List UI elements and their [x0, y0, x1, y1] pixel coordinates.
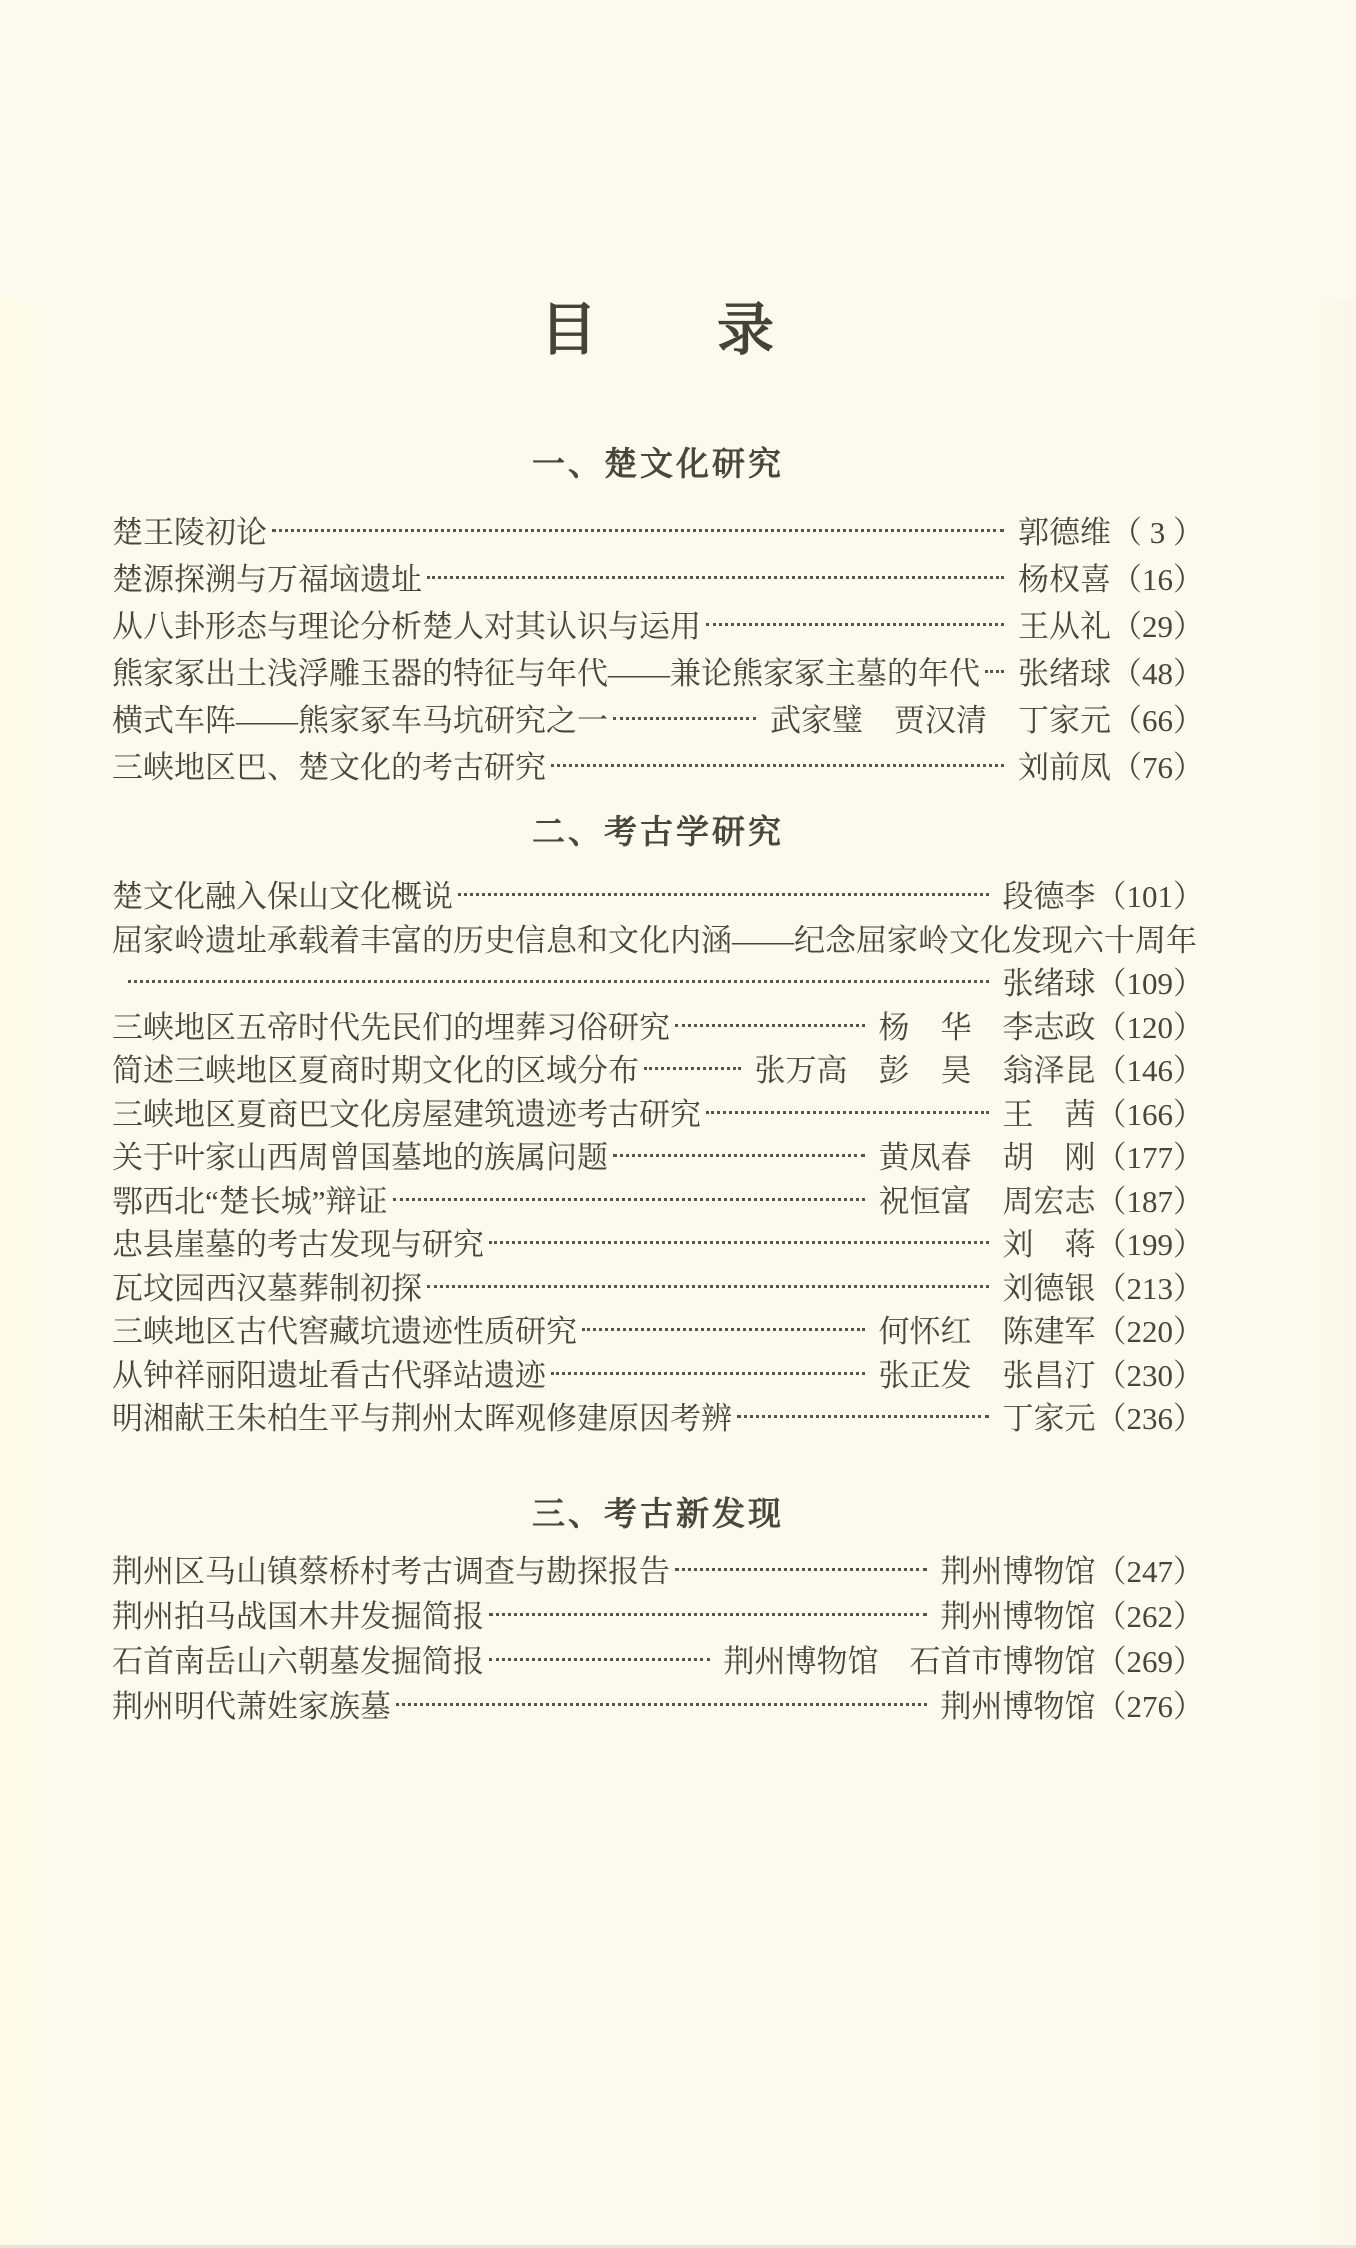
toc-entry-title: 荆州区马山镇蔡桥村考古调查与勘探报告	[112, 1553, 670, 1589]
dot-leader	[737, 1415, 989, 1418]
toc-entry-authors: 王从礼	[1018, 609, 1111, 644]
toc-entry-page: （177）	[1095, 1140, 1204, 1176]
dot-leader	[985, 670, 1004, 673]
dot-leader	[582, 1328, 865, 1331]
toc-entry-authors: 张绪球	[1002, 966, 1096, 1002]
section-heading-3: 三、考古新发现	[532, 1493, 784, 1533]
toc-entry-title: 荆州明代萧姓家族墓	[112, 1688, 391, 1724]
scanned-toc-page	[0, 300, 1356, 2248]
toc-entry-authors: 杨 华 李志政	[878, 1009, 1096, 1045]
dot-leader	[458, 893, 989, 896]
toc-entry	[112, 872, 1204, 916]
toc-entry	[112, 1046, 1204, 1090]
toc-entry-title: 楚文化融入保山文化概说	[112, 879, 453, 915]
toc-entry	[112, 1003, 1204, 1047]
toc-entry-authors: 荆州博物馆	[940, 1598, 1096, 1634]
toc-entry	[112, 1177, 1204, 1221]
toc-entry	[112, 1681, 1204, 1726]
toc-list-3	[112, 1546, 1204, 1726]
toc-entry	[112, 1591, 1204, 1636]
toc-entry-title: 明湘献王朱柏生平与荆州太晖观修建原因考辨	[112, 1401, 732, 1437]
toc-entry-authors: 张绪球	[1018, 656, 1111, 691]
toc-entry-authors: 段德李	[1002, 879, 1096, 915]
dot-leader	[613, 1154, 865, 1157]
toc-entry-page: （101）	[1095, 879, 1204, 915]
toc-entry-continuation	[112, 959, 1204, 1003]
toc-entry-title: 三峡地区古代窖藏坑遗迹性质研究	[112, 1314, 577, 1350]
toc-entry	[112, 506, 1204, 553]
toc-entry-title: 三峡地区巴、楚文化的考古研究	[112, 750, 546, 785]
toc-entry-page: （236）	[1095, 1401, 1204, 1437]
toc-entry	[112, 553, 1204, 600]
toc-entry	[112, 647, 1204, 694]
toc-entry-title: 熊家冢出土浅浮雕玉器的特征与年代——兼论熊家冢主墓的年代	[112, 656, 980, 691]
toc-entry-authors: 张万高 彭 昊 翁泽昆	[754, 1053, 1096, 1089]
toc-list-1	[112, 506, 1204, 788]
dot-leader	[706, 1111, 989, 1114]
toc-list-2	[112, 872, 1204, 1438]
dot-leader	[396, 1703, 927, 1706]
toc-entry	[112, 694, 1204, 741]
toc-entry-page: （48）	[1111, 656, 1204, 691]
toc-entry-page: （262）	[1095, 1598, 1204, 1634]
dot-leader	[706, 623, 1004, 626]
toc-entry-page: （146）	[1095, 1053, 1204, 1089]
page-title: 目 录	[540, 299, 776, 362]
toc-entry-page: （213）	[1095, 1270, 1204, 1306]
toc-entry-authors: 荆州博物馆	[940, 1688, 1096, 1724]
toc-entry-title: 屈家岭遗址承载着丰富的历史信息和文化内涵——纪念屈家岭文化发现六十周年	[112, 922, 1197, 958]
toc-entry-title: 石首南岳山六朝墓发掘简报	[112, 1643, 484, 1679]
toc-entry-authors: 杨权喜	[1018, 562, 1111, 597]
toc-entry-authors: 祝恒富 周宏志	[878, 1183, 1096, 1219]
toc-entry-page: （247）	[1095, 1553, 1204, 1589]
toc-entry-wrapped-line	[112, 916, 1204, 960]
toc-entry-authors: 荆州博物馆	[940, 1553, 1096, 1589]
toc-entry-authors: 荆州博物馆 石首市博物馆	[723, 1643, 1096, 1679]
dot-leader	[489, 1658, 710, 1661]
dot-leader	[489, 1241, 989, 1244]
toc-entry-page: （109）	[1095, 966, 1204, 1002]
toc-entry-authors: 何怀红 陈建军	[878, 1314, 1096, 1350]
dot-leader	[393, 1198, 865, 1201]
dot-leader	[551, 1372, 865, 1375]
toc-entry	[112, 600, 1204, 647]
toc-entry-title: 从八卦形态与理论分析楚人对其认识与运用	[112, 609, 701, 644]
toc-entry-authors: 武家璧 贾汉清 丁家元	[770, 703, 1111, 738]
toc-entry-authors: 张正发 张昌汀	[878, 1357, 1096, 1393]
toc-entry	[112, 1546, 1204, 1591]
dot-leader	[675, 1024, 865, 1027]
toc-entry-title: 忠县崖墓的考古发现与研究	[112, 1227, 484, 1263]
toc-entry	[112, 741, 1204, 788]
toc-entry	[112, 1220, 1204, 1264]
toc-entry	[112, 1307, 1204, 1351]
toc-entry-page: （120）	[1095, 1009, 1204, 1045]
toc-entry-title: 三峡地区五帝时代先民们的埋葬习俗研究	[112, 1009, 670, 1045]
dot-leader	[675, 1568, 927, 1571]
toc-entry	[112, 1636, 1204, 1681]
toc-entry	[112, 1090, 1204, 1134]
toc-entry	[112, 1394, 1204, 1438]
toc-entry-title: 简述三峡地区夏商时期文化的区域分布	[112, 1053, 639, 1089]
toc-entry-title: 三峡地区夏商巴文化房屋建筑遗迹考古研究	[112, 1096, 701, 1132]
toc-entry-title: 荆州拍马战国木井发掘简报	[112, 1598, 484, 1634]
toc-entry-page: （199）	[1095, 1227, 1204, 1263]
toc-entry-title: 关于叶家山西周曾国墓地的族属问题	[112, 1140, 608, 1176]
section-heading-1: 一、楚文化研究	[532, 444, 784, 483]
toc-entry	[112, 1133, 1204, 1177]
dot-leader	[551, 764, 1004, 767]
toc-entry-page: （220）	[1095, 1314, 1204, 1350]
toc-entry-authors: 刘 蒋	[1002, 1227, 1096, 1263]
toc-entry	[112, 1351, 1204, 1395]
toc-entry-page: （66）	[1111, 703, 1204, 738]
toc-entry-page: （166）	[1095, 1096, 1204, 1132]
toc-entry-page: （ 3 ）	[1111, 515, 1204, 550]
toc-entry	[112, 1264, 1204, 1308]
toc-entry-title: 横式车阵——熊家冢车马坑研究之一	[112, 703, 608, 738]
toc-entry-authors: 刘德银	[1002, 1270, 1096, 1306]
dot-leader	[613, 717, 756, 720]
toc-entry-page: （29）	[1111, 609, 1204, 644]
toc-entry-authors: 王 茜	[1002, 1096, 1096, 1132]
toc-entry-title: 瓦坟园西汉墓葬制初探	[112, 1270, 422, 1306]
toc-entry-authors: 郭德维	[1018, 515, 1111, 550]
toc-entry-page: （269）	[1095, 1643, 1204, 1679]
toc-entry-title: 从钟祥丽阳遗址看古代驿站遗迹	[112, 1357, 546, 1393]
toc-entry-authors: 丁家元	[1002, 1401, 1096, 1437]
toc-entry-title: 楚王陵初论	[112, 515, 267, 550]
toc-entry-title: 鄂西北“楚长城”辩证	[112, 1183, 388, 1219]
toc-entry-authors: 黄凤春 胡 刚	[878, 1140, 1096, 1176]
toc-entry-page: （230）	[1095, 1357, 1204, 1393]
toc-entry-authors: 刘前凤	[1018, 750, 1111, 785]
toc-entry-page: （76）	[1111, 750, 1204, 785]
dot-leader	[272, 529, 1004, 532]
toc-entry-page: （187）	[1095, 1183, 1204, 1219]
toc-entry-page: （16）	[1111, 562, 1204, 597]
dot-leader	[644, 1067, 741, 1070]
dot-leader	[128, 980, 989, 983]
dot-leader	[489, 1613, 927, 1616]
toc-entry-page: （276）	[1095, 1688, 1204, 1724]
dot-leader	[427, 1285, 989, 1288]
toc-entry-title: 楚源探溯与万福垴遗址	[112, 562, 422, 597]
section-heading-2: 二、考古学研究	[532, 812, 784, 851]
dot-leader	[427, 576, 1004, 579]
